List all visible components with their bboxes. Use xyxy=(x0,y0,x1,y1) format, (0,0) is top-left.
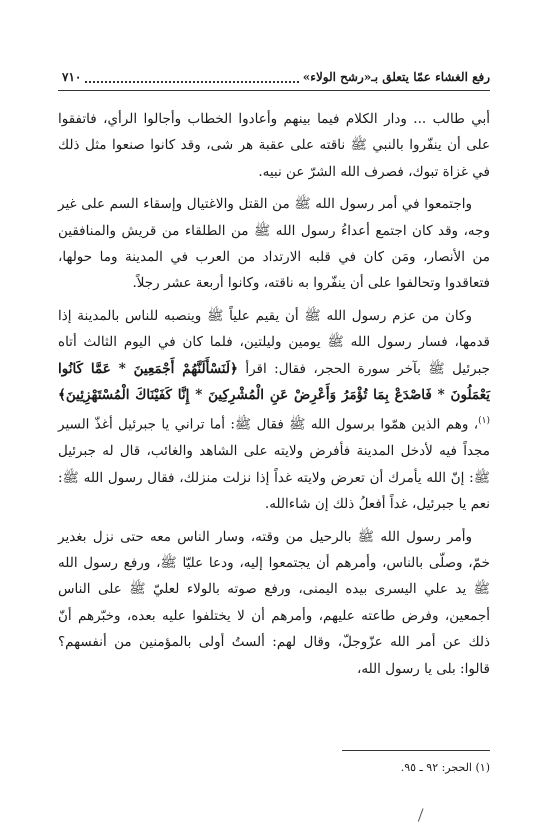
paragraph-1 xyxy=(58,106,490,185)
page-header xyxy=(58,66,490,88)
paragraph-2 xyxy=(58,191,490,297)
paragraph-text: وأمر رسول الله ﷺ بالرحيل من وقته، وسار الناس معه حتى نزل بغدير خمّ، وصلّى بالناس، وأمرهم أن يجتمعوا إليه، ودعا عليّا ﷺ، ورفع رسول الله ﷺ يد علي اليسرى بيده اليمنى، ورفع صوته بالولاء لعليّ ﷺ على الناس أجمعين، وفرض طاعته عليهم، وأمرهم أن لا يختلفوا عليه بعده، وخبّرهم أنّ ذلك عن أمر الله عزّوجلّ، وقال لهم: ألستُ أولى بالمؤمنين من أنفسهم؟ قالوا: بلى يا رسول الله، xyxy=(58,528,490,677)
paragraph-4 xyxy=(58,524,490,682)
footnote-reference: (١) xyxy=(478,416,490,427)
footnote-rule xyxy=(342,750,490,751)
stray-pen-mark xyxy=(418,808,429,824)
paragraph-text: واجتمعوا في أمر رسول الله ﷺ من القتل والاغتيال وإسقاء السم على غير وجه، وقد كان اجتمع أعداءُ رسول الله ﷺ من الطلقاء من قريش والمنافقين من الأنصار، ومَن كان في قلبه الارتداد من العرب في المدينة وما حولها، فتعاقدوا وتحالفوا على أن ينفّروا به ناقته، وكانوا أربعة عشر رجلاً. xyxy=(58,196,490,292)
header-dot-leader xyxy=(85,72,298,83)
paragraph-text: أبي طالب ... ودار الكلام فيما بينهم وأعادوا الخطاب وأجالوا الرأي، فاتفقوا على أن ينفّروا بالنبي ﷺ ناقته على عقبة هر شى، وقد كانوا صنعوا مثل ذلك في غزاة تبوك، فصرف الله الشرّ عن نبيه. xyxy=(58,111,490,180)
page-number: ٧١٠ xyxy=(62,70,82,84)
footnote: (١) الحجر: ٩٢ ـ ٩٥. xyxy=(400,761,490,774)
running-title: رفع الغشاء عمّا يتعلق بـ«رشح الولاء» xyxy=(302,70,490,84)
paragraph-text: ، وهم الذين همّوا برسول الله ﷺ فقال ﷺ: أما تراني يا جبرئيل أغذّ السير مجداً فيه لأدخل المدينة فأفرض ولايته على الشاهد والغائب، قال له جبرئيل ﷺ: إنّ الله يأمرك أن تعرض ولايته غداً إذا نزلت منزلك، فقال رسول الله ﷺ: نعم يا جبرئيل، غداً أفعلُ ذلك إن شاءالله. xyxy=(58,416,490,513)
header-rule xyxy=(58,90,490,91)
paragraph-3 xyxy=(58,303,490,518)
paragraph-text: وكان من عزم رسول الله ﷺ أن يقيم علياً ﷺ وينصبه للناس بالمدينة إذا قدمها، فسار رسول الله ﷺ يومين وليلتين، فلما كان في اليوم الثالث أتاه جبرئيل ﷺ بآخر سورة الحجر، فقال: اقرأ xyxy=(58,307,490,377)
body-text xyxy=(58,106,490,688)
quran-verse: ﴿لَنَسْأَلَنَّهُمْ أَجْمَعِينَ * عَمَّا كَانُوا يَعْمَلُونَ * فَاصْدَعْ بِمَا تُؤْمَرُ وَأَعْرِضْ عَنِ الْمُشْرِكِينَ * إِنَّا كَفَيْنَاكَ الْمُسْتَهْزِئِينَ﴾ xyxy=(58,360,490,404)
